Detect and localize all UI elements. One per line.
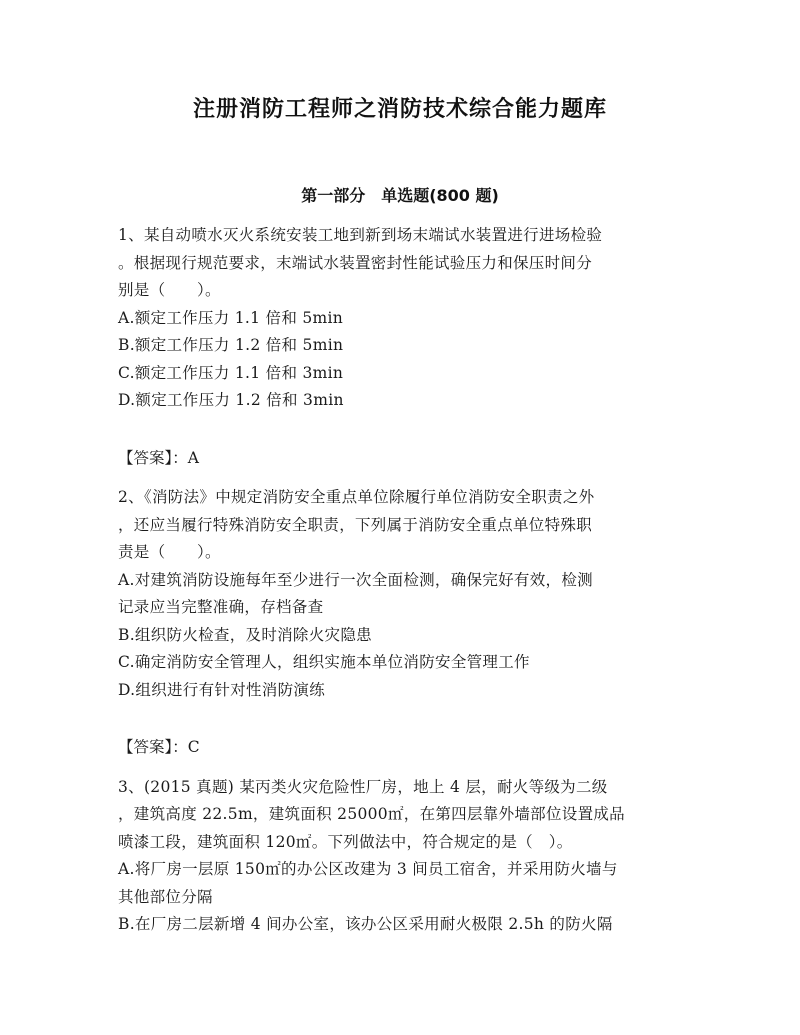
question-text-line: ，还应当履行特殊消防安全职责，下列属于消防安全重点单位特殊职 (118, 515, 593, 534)
option-a-continued: 记录应当完整准确，存档备查 (118, 598, 324, 616)
option-a: A.将厂房一层原 150㎡的办公区改建为 3 间员工宿舍，并采用防火墙与 (118, 860, 618, 878)
question-text-line: 1、某自动喷水灭火系统安装工地到新到场末端试水装置进行进场检验 (118, 226, 603, 244)
question-item (118, 484, 684, 704)
question-item (118, 774, 684, 939)
option-d: D.组织进行有针对性消防演练 (118, 680, 326, 699)
answer-line: 【答案】：C (118, 738, 200, 756)
document-title: 注册消防工程师之消防技术综合能力题库 (192, 97, 607, 122)
question-text-line: 责是（ ）。 (118, 543, 221, 561)
option-a-continued: 其他部位分隔 (118, 887, 213, 906)
answer-line: 【答案】：A (118, 448, 199, 467)
question-item (118, 222, 684, 415)
question-text-line: 喷漆工段，建筑面积 120㎡。下列做法中，符合规定的是（ ）。 (118, 832, 573, 851)
option-a: A.额定工作压力 1.1 倍和 5min (118, 308, 344, 327)
option-b: B.额定工作压力 1.2 倍和 5min (118, 336, 344, 354)
option-a: A.对建筑消防设施每年至少进行一次全面检测，确保完好有效，检测 (118, 570, 593, 589)
option-c: C.确定消防安全管理人，组织实施本单位消防安全管理工作 (118, 653, 530, 671)
question-text-line: 2、《消防法》中规定消防安全重点单位除履行单位消防安全职责之外 (118, 488, 595, 506)
option-b: B.在厂房二层新增 4 间办公室，该办公区采用耐火极限 2.5h 的防火隔 (118, 915, 613, 933)
question-text-line: 。根据现行规范要求，末端试水装置密封性能试验压力和保压时间分 (118, 253, 593, 272)
question-list (118, 222, 684, 939)
section-heading: 第一部分 单选题(800 题) (301, 186, 499, 205)
option-c: C.额定工作压力 1.1 倍和 3min (118, 363, 344, 382)
option-d: D.额定工作压力 1.2 倍和 3min (118, 391, 344, 409)
question-text-line: 3、(2015 真题) 某丙类火灾危险性厂房，地上 4 层，耐火等级为二级 (118, 777, 608, 796)
option-b: B.组织防火检查，及时消除火灾隐患 (118, 625, 372, 644)
question-text-line: ，建筑高度 22.5m，建筑面积 25000㎡，在第四层靠外墙部位设置成品 (118, 805, 625, 823)
question-text-line: 别是（ ）。 (118, 281, 221, 299)
